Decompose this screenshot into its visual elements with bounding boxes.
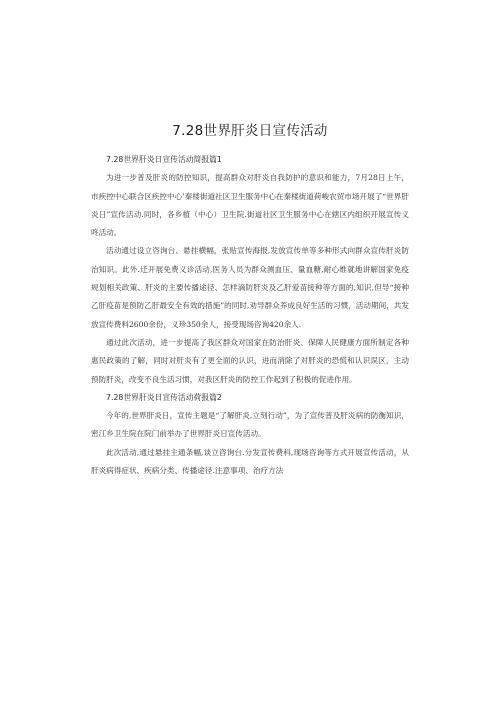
document-title: 7.28世界肝炎日宣传活动 — [172, 123, 328, 139]
section-1-paragraph-3: 通过此次活动，进一步提高了我区群众对国家在防治肝炎、保障人民健康方面所制定各种惠民政策的了解，同时对肝炎有了更全面的认识，进而消除了对肝炎的恐慌和认识误区，主动预防肝炎，改变不良生活习惯，对我区肝炎的防控工作起到了积极的促进作用。 — [91, 337, 409, 384]
document-body — [91, 151, 409, 480]
section-2-paragraph-2: 此次活动,通过悬挂主通条幅,谈立咨询台.分发宣传费科,现场咨询等方式开展宣传活动，从肝炎病得症状、疾病分类、传播途径.注意事项、治疗方法 — [91, 447, 409, 476]
section-1-paragraph-2: 活动通过设立咨询台、悬挂横幅，张贴宣传海报,发放宣传单等多种形式向群众宣传肝炎防治知识。此外.迁开展免费义诊活动,医务人员为群众测血压、量血糖,耐心维就地讲解国家免疫规划相关政策、肝炎的主要传播途径、怎样滴防肝炎及乙肝爱苗接种等方面的,知识,但导“接种乙肝疫苗是预防乙肝最安全有效的措施”的同时,劝导群众养成良好生活的习惯，活动期间，共发放宣传费料2600余份，义珍350余人，接受现场咨询420余人. — [91, 246, 409, 329]
section-2-heading: 7.28世界肝炎日宣传活动荷报篇2 — [106, 392, 222, 402]
section-2-paragraph-1: 今年的,世界肝炎日，宣传主题是“了解肝炎,立刻行动”，为了宣传普及肝炎病的防衡知识，密江乡卫生院在院门前举办了世界肝炎日宣传活动。 — [91, 411, 409, 439]
section-1-heading: 7.28世界肝炎日宣传活动简报篇1 — [106, 155, 222, 164]
section-1-paragraph-1: 为进一步普及肝炎的防控知识，提高群众对肝炎自我防护的意识和能力，7月28日上午，市疾控中心联合区疾控中心’秦楼街道社区卫生服务中心在秦楼街道荷峻农贸市场开展了“世界肝炎日”宣传活动.同时，各乡植（中心）卫生院.街道社区卫生服务中心在辖区内组织开展宣传义咚活动。 — [91, 173, 409, 238]
